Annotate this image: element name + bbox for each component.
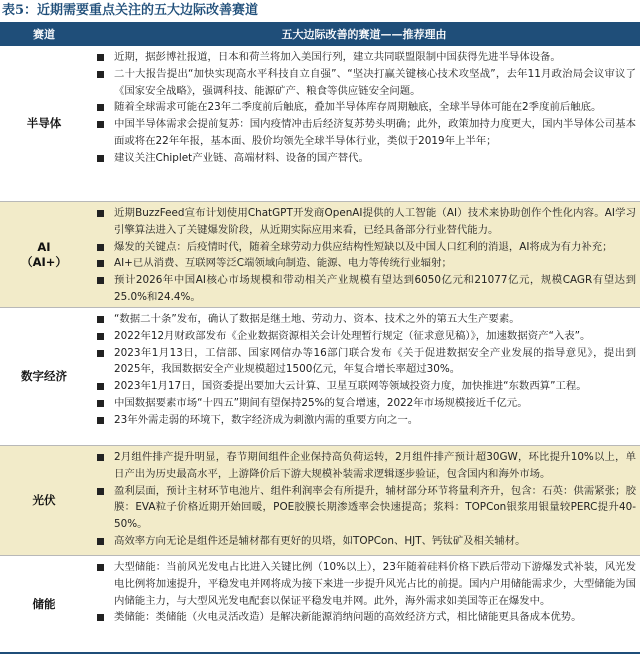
list-item: [96, 116, 636, 150]
header-reason: 五大边际改善的赛道——推荐理由: [281, 28, 447, 41]
list-item: [96, 255, 636, 272]
sector-name-line1: AI: [37, 239, 51, 254]
bullet-icon: [97, 333, 104, 340]
list-item: [96, 205, 636, 239]
section-semiconductor: [0, 46, 640, 202]
list-item: [96, 449, 636, 483]
item-text: 2023年1月13日，工信部、国家网信办等16部门联合发布《关于促进数据安全产业发展的指导意见》，提出到2025年，我国数据安全产业规模超过1500亿元，年复合增长率超过30%。: [114, 346, 636, 376]
reason-list: [96, 311, 636, 429]
sector-name: 数字经济: [21, 369, 67, 383]
bullet-icon: [97, 54, 104, 61]
reason-list: [96, 49, 636, 167]
sector-name: 储能: [32, 596, 56, 611]
list-item: [96, 150, 636, 167]
bullet-icon: [97, 104, 104, 111]
bullet-icon: [97, 350, 104, 357]
list-item: [96, 559, 636, 609]
header-sector: 赛道: [33, 28, 55, 41]
bullet-icon: [97, 71, 104, 78]
item-text: 爆发的关键点：后疫情时代，随着全球劳动力供应结构性短缺以及中国人口红利的消退，AI将成为有力补充；: [114, 240, 613, 253]
bullet-icon: [97, 155, 104, 162]
list-item: [96, 239, 636, 256]
item-text: 2月组件排产提升明显，春节期间组件企业保持高负荷运转，2月组件排产预计超30GW，环比提升10%以上，单日产出为历史最高水平，上游降价后下游大规模补装需求逻辑逐步验证，包含国内和海外市场。: [114, 451, 636, 480]
bullet-icon: [97, 260, 104, 267]
item-text: 近期，据彭博社报道，日本和荷兰将加入美国行列，建立共同联盟限制中国获得先进半导体设备。: [114, 51, 561, 63]
list-item: [96, 99, 636, 116]
item-text: 预计2026年中国AI核心市场规模和带动相关产业规模有望达到6050亿元和21077亿元，规模CAGR有望达到25.0%和24.4%。: [114, 274, 636, 303]
reason-list: [96, 559, 636, 626]
list-item: [96, 345, 636, 379]
bullet-icon: [97, 454, 104, 461]
bullet-icon: [97, 400, 104, 407]
item-text: 盈利层面，预计主材环节电池片、组件利润率会有所提升，辅材部分环节将量利齐升，包含：石英：供需紧张；胶膜：EVA粒子价格近期开始回暖，POE胶膜长期渗透率会快速提高；浆料：TOPCon银浆用银量较PERC提升40-50%。: [114, 484, 636, 531]
bullet-icon: [97, 417, 104, 424]
bullet-icon: [97, 538, 104, 545]
bullet-icon: [97, 488, 104, 495]
list-item: [96, 483, 636, 533]
item-text: 2023年1月17日，国资委提出要加大云计算、卫星互联网等领域投资力度，加快推进“东数西算”工程。: [114, 380, 587, 393]
reason-list: [96, 205, 636, 306]
table-header: [0, 24, 640, 46]
item-text: 23年外需走弱的环境下，数字经济成为刺激内需的重要方向之一。: [114, 413, 419, 426]
bullet-icon: [97, 277, 104, 284]
section-ai: [0, 202, 640, 308]
bullet-icon: [97, 614, 104, 621]
item-text: AI+已从消费、互联网等泛C端领域向制造、能源、电力等传统行业辐射；: [114, 257, 452, 270]
list-item: [96, 395, 636, 412]
section-digital-economy: [0, 308, 640, 446]
item-text: 高效率方向无论是组件还是辅材都有更好的贝塔，如TOPCon、HJT、钙钛矿及相关辅材。: [114, 534, 526, 547]
item-text: 近期BuzzFeed宣布计划使用ChatGPT开发商OpenAI提供的人工智能（AI）技术来协助创作个性化内容。AI学习引擎算法进入了关键爆发阶段，从近期实际应用来看，已经具备部分行业替代能力。: [114, 207, 636, 236]
sector-name: [0, 202, 88, 307]
sector-name-line2: （AI+）: [21, 254, 67, 269]
item-text: “数据二十条”发布，确认了数据是继土地、劳动力、资本、技术之外的第五大生产要素。: [114, 313, 520, 325]
list-item: [96, 378, 636, 395]
bullet-icon: [97, 210, 104, 217]
item-text: 二十大报告提出“加快实现高水平科技自立自强”、“坚决打赢关键核心技术攻坚战”，去年11月政治局会议审议了《国家安全战略》，强调科技、能源矿产、粮食等供应链安全问题。: [114, 67, 636, 97]
bullet-icon: [97, 121, 104, 128]
bullet-icon: [97, 383, 104, 390]
bullet-icon: [97, 244, 104, 251]
item-text: 类储能：类储能（火电灵活改造）是解决新能源消纳问题的高效经济方式，相比储能更具备成本优势。: [114, 611, 582, 624]
item-text: 2022年12月财政部发布《企业数据资源相关会计处理暂行规定（征求意见稿）》，加速数据资产“入表”。: [114, 329, 591, 342]
bullet-icon: [97, 316, 104, 323]
list-item: [96, 328, 636, 345]
list-item: [96, 609, 636, 626]
section-energy-storage: [0, 556, 640, 654]
sector-name: 光伏: [32, 493, 56, 507]
item-text: 中国半导体需求会提前复苏：国内疫情冲击后经济复苏势头明确；此外，政策加持力度更大，国内半导体公司基本面或将在22年年报，基本面、股价均领先全球半导体行业，类似于2019年上半年；: [114, 118, 636, 147]
list-item: [96, 49, 636, 66]
list-item: [96, 533, 636, 550]
list-item: [96, 272, 636, 306]
list-item: [96, 66, 636, 100]
section-photovoltaic: [0, 446, 640, 556]
item-text: 大型储能：当前风光发电占比进入关键比例（10%以上），23年随着硅料价格下跌后带动下游爆发式补装，风光发电比例将加速提升，平稳发电并网将成为接下来进一步提升风光占比的前提。国内户用储能需求少，大型储能为国内储能主力，与大型风光发电配套以保证平稳发电并网。此外，海外需求如美国等正在爆发中。: [114, 561, 636, 607]
reason-list: [96, 449, 636, 550]
bullet-icon: [97, 564, 104, 571]
list-item: [96, 311, 636, 328]
list-item: [96, 412, 636, 429]
item-text: 建议关注Chiplet产业链、高端材料、设备的国产替代。: [114, 151, 369, 164]
table-title: 表5：近期需要重点关注的五大边际改善赛道: [2, 3, 259, 18]
item-text: 随着全球需求可能在23年二季度前后触底，叠加半导体库存周期触底，全球半导体可能在2季度前后触底。: [114, 101, 602, 114]
sector-name: 半导体: [26, 116, 62, 130]
item-text: 中国数据要素市场“十四五”期间有望保持25%的复合增速，2022年市场规模接近千亿元。: [114, 396, 528, 409]
